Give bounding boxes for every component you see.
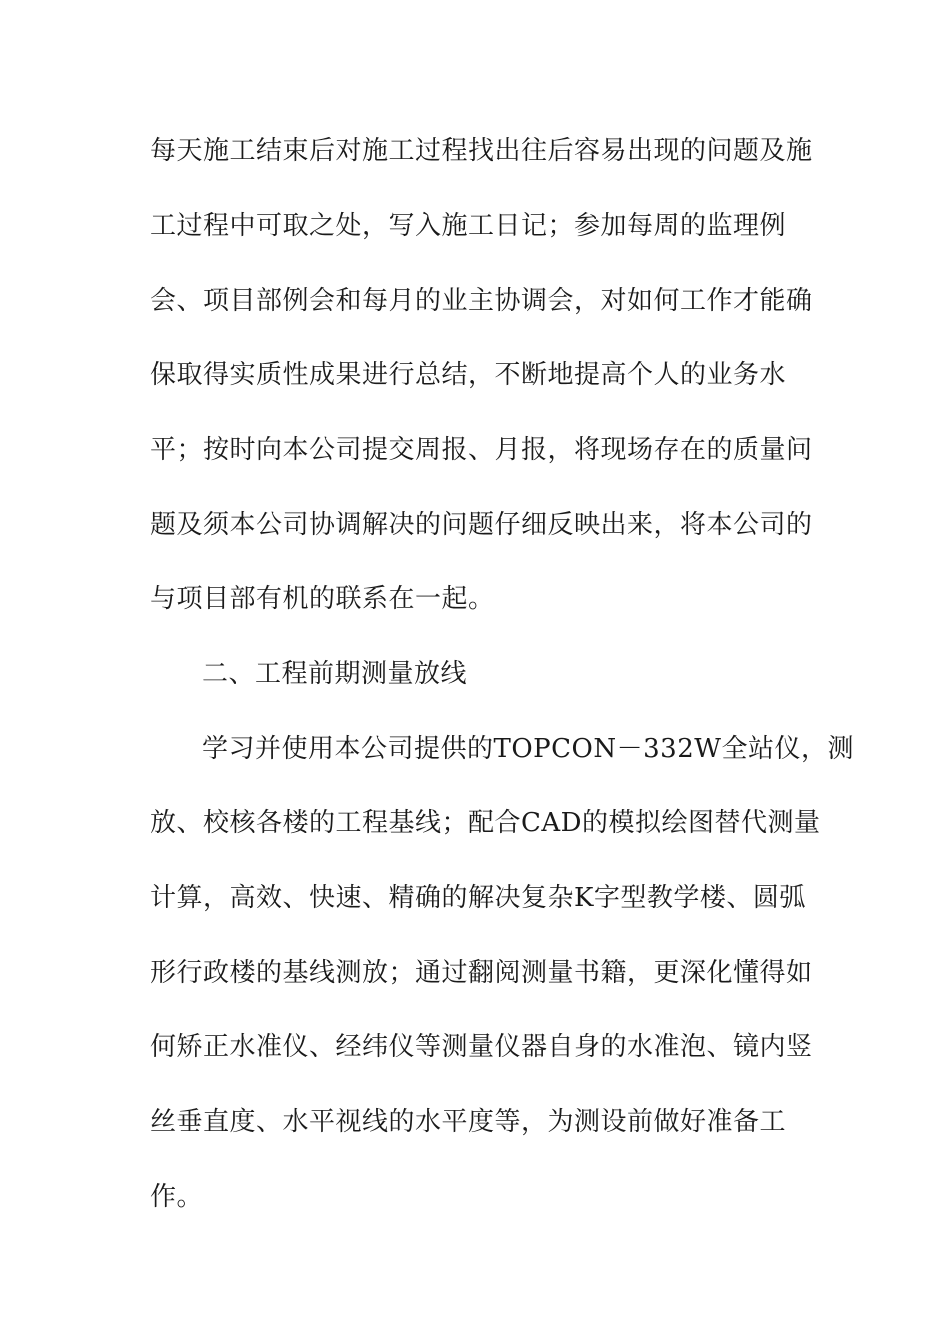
section-heading: 二、工程前期测量放线 (202, 659, 468, 689)
paragraph-line: 平；按时向本公司提交周报、月报，将现场存在的质量问 (150, 435, 813, 465)
paragraph-line: 每天施工结束后对施工过程找出往后容易出现的问题及施 (150, 136, 813, 166)
paragraph-line: 放、校核各楼的工程基线；配合CAD的模拟绘图替代测量 (150, 808, 821, 838)
paragraph-line: 作。 (150, 1182, 204, 1212)
paragraph-line: 保取得实质性成果进行总结，不断地提高个人的业务水 (150, 360, 787, 390)
paragraph-line: 形行政楼的基线测放；通过翻阅测量书籍，更深化懂得如 (150, 958, 813, 988)
paragraph-line: 何矫正水准仪、经纬仪等测量仪器自身的水准泡、镜内竖 (150, 1032, 813, 1062)
paragraph-line: 丝垂直度、水平视线的水平度等，为测设前做好准备工 (150, 1107, 787, 1137)
paragraph-line: 工过程中可取之处，写入施工日记；参加每周的监理例 (150, 211, 787, 241)
paragraph-line: 会、项目部例会和每月的业主协调会，对如何工作才能确 (150, 286, 813, 316)
paragraph-line: 与项目部有机的联系在一起。 (150, 584, 495, 614)
paragraph-line: 题及须本公司协调解决的问题仔细反映出来，将本公司的 (150, 510, 813, 540)
paragraph-line: 计算，高效、快速、精确的解决复杂K字型教学楼、圆弧 (150, 883, 806, 913)
paragraph-line: 学习并使用本公司提供的TOPCON－332W全站仪，测 (202, 734, 854, 764)
